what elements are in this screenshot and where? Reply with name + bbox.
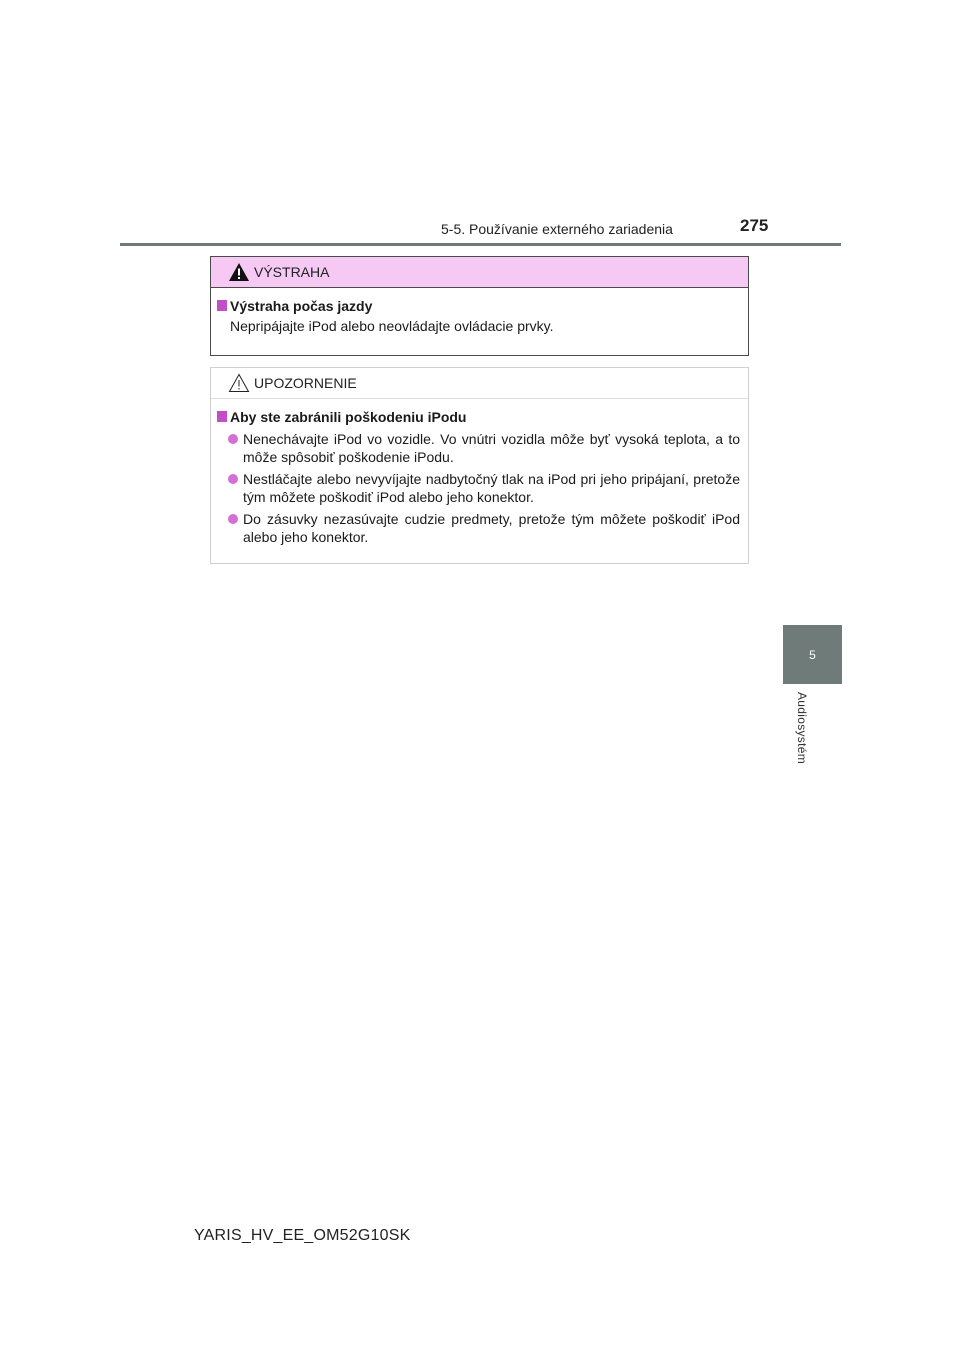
list-item (217, 430, 740, 466)
list-item-text: Do zásuvky nezasúvajte cudzie predmety, pretože tým môžete poškodiť iPod alebo jeho konektor. (243, 511, 740, 545)
square-bullet-icon (217, 300, 227, 311)
caution-heading: UPOZORNENIE (254, 375, 357, 391)
page-number: 275 (740, 216, 769, 235)
chapter-number: 5 (809, 647, 816, 662)
warning-header (211, 257, 748, 288)
chapter-label: Audiosystém (795, 692, 809, 764)
caution-subtitle-text: Aby ste zabránili poškodeniu iPodu (230, 409, 467, 425)
warning-heading: VÝSTRAHA (254, 264, 330, 280)
caution-box (210, 367, 749, 564)
warning-triangle-icon (228, 262, 250, 282)
list-item (217, 470, 740, 506)
warning-body (211, 288, 748, 335)
warning-box (210, 256, 749, 356)
square-bullet-icon (217, 411, 227, 422)
caution-subtitle (217, 408, 740, 426)
list-item-text: Nestláčajte alebo nevyvíjajte nadbytočný tlak na iPod pri jeho pripájaní, pretože tým môžete poškodiť iPod alebo jeho konektor. (243, 471, 740, 505)
warning-subtitle-text: Výstraha počas jazdy (230, 298, 373, 314)
header-section-title: 5-5. Používanie externého zariadenia (441, 221, 673, 237)
warning-subtitle (217, 297, 740, 315)
list-item (217, 510, 740, 546)
caution-triangle-icon (228, 373, 250, 393)
round-bullet-icon (228, 474, 238, 484)
header-divider (120, 243, 841, 246)
round-bullet-icon (228, 434, 238, 444)
round-bullet-icon (228, 514, 238, 524)
chapter-tab (783, 625, 842, 684)
list-item-text: Nenechávajte iPod vo vozidle. Vo vnútri vozidla môže byť vysoká teplota, a to môže spôsobiť poškodenie iPodu. (243, 431, 740, 465)
warning-text: Nepripájajte iPod alebo neovládajte ovládacie prvky. (230, 318, 554, 334)
footer-document-code: YARIS_HV_EE_OM52G10SK (194, 1227, 411, 1244)
caution-header (211, 368, 748, 399)
caution-body (211, 399, 748, 546)
